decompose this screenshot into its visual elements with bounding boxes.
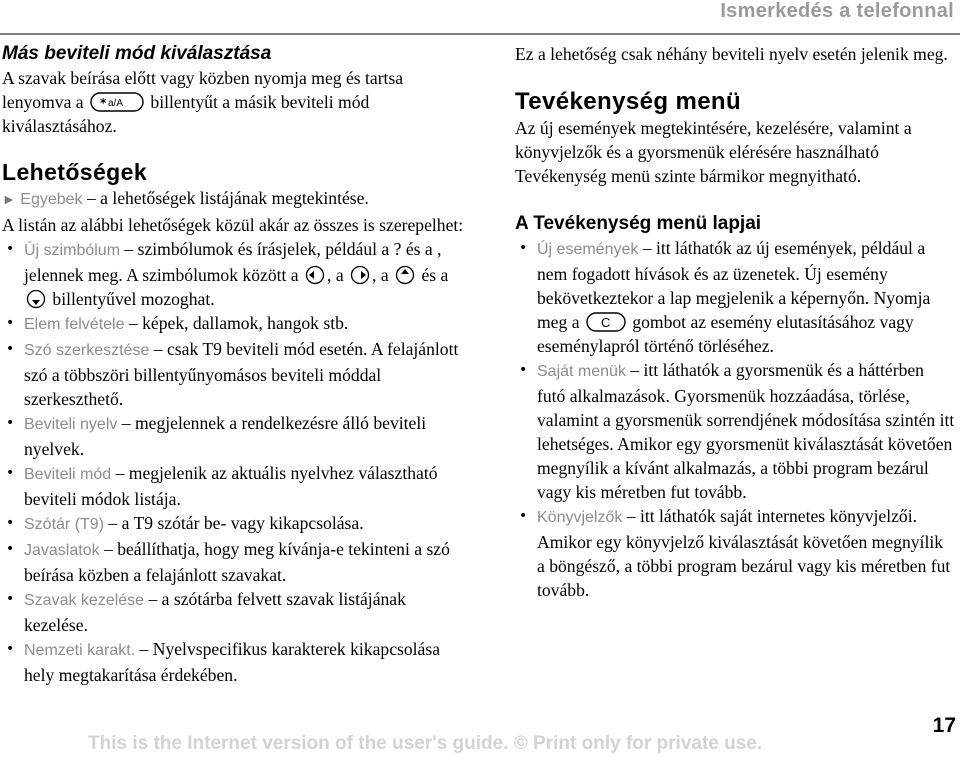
option-term: Szótár (T9) [24, 516, 105, 533]
list-item [2, 637, 472, 687]
key-label: a/A [108, 98, 124, 109]
tab-desc: – itt láthatók az új események, például a nem fogadott hívások és az üzenetek. Új esemény bekövetkeztekor a lap megjelenik a képernyőn. Nyomja meg a [537, 238, 931, 332]
list-item [2, 311, 472, 337]
option-term: Beviteli nyelv [24, 416, 118, 433]
tab-term: Könyvjelzők [537, 509, 623, 526]
option-term: Új szimbólum [24, 242, 121, 259]
page-number: 17 [932, 714, 956, 737]
page-header-title: Ismerkedés a telefonnal [720, 0, 954, 22]
option-desc: – megjelennek a rendelkezésre álló beviteli nyelvek. [24, 413, 427, 459]
section-heading-activity-menu: Tevékenység menü [515, 88, 742, 115]
option-desc: – képek, dallamok, hangok stb. [128, 313, 349, 333]
nav-up-icon [395, 265, 415, 285]
svg-text:*: * [100, 96, 107, 110]
section-heading-input-mode: Más beviteli mód kiválasztása [2, 43, 272, 64]
tab-desc: – itt láthatók saját internetes könyvjelzői. Amikor egy könyvjelző kiválasztását követően megnyílik a böngésző, a többi program bezárul vagy kis méretben fut tovább. [537, 506, 951, 600]
option-desc: – beállíthatja, hogy meg kívánja-e tekinteni a szó beírása közben a felajánlott szavakat. [24, 539, 450, 585]
list-item [2, 587, 472, 637]
list-item [2, 337, 472, 411]
input-mode-text-2: billentyűt a másik beviteli mód kiválasztásához. [2, 92, 370, 136]
nav-left-icon [305, 265, 325, 285]
option-desc: – csak T9 beviteli mód esetén. A felajánlott szó a többszöri billentyűnyomásos beviteli móddal szerkeszthető. [24, 339, 459, 409]
tab-desc: – itt láthatók a gyorsmenük és a háttérben futó alkalmazások. Gyorsmenük hozzáadása, törlése, valamint a gyorsmenük sorrendjének módosítása szintén itt lehetséges. Amikor egy gyorsmenüt kiválasztását követően megnyílik a kívánt alkalmazás, a többi program bezárul vagy kis méretben fut tovább. [537, 360, 955, 502]
list-item [515, 358, 955, 504]
star-aA-key-icon [90, 92, 144, 112]
arrow-right-icon: ► [2, 193, 16, 208]
menu-item-other-desc: – a lehetőségek listájának megtekintése. [86, 188, 369, 208]
option-desc: – a T9 szótár be- vagy kikapcsolása. [108, 513, 364, 533]
option-term: Szavak kezelése [24, 592, 145, 609]
menu-item-other: Egyebek [20, 191, 83, 208]
list-item [2, 237, 472, 311]
option-term: Beviteli mód [24, 466, 112, 483]
option-term: Elem felvétele [24, 316, 125, 333]
section-heading-options: Lehetőségek [2, 159, 148, 185]
tab-term: Saját menük [537, 363, 626, 380]
right-intro: Ez a lehetőség csak néhány beviteli nyelv esetén jelenik meg. [515, 44, 948, 64]
header-rule [0, 33, 960, 35]
list-item [515, 236, 955, 358]
clear-key-icon [586, 312, 626, 332]
list-item [2, 461, 472, 511]
list-item [2, 537, 472, 587]
tab-term: Új események [537, 241, 639, 258]
footer-notice: This is the Internet version of the user's guide. © Print only for private use. [88, 733, 763, 754]
nav-right-icon [350, 265, 370, 285]
options-intro: A listán az alábbi lehetőségek közül akár az összes is szerepelhet: [2, 215, 464, 235]
section-heading-activity-tabs: A Tevékenység menü lapjai [515, 213, 762, 234]
nav-down-icon [26, 289, 46, 309]
left-column [2, 42, 472, 687]
input-mode-paragraph [2, 66, 472, 138]
options-list [2, 237, 472, 687]
option-desc: – Nyelvspecifikus karakterek kikapcsolása hely megtakarítása érdekében. [24, 639, 440, 685]
option-desc-extra: ? és a , jelennek meg. A szimbólumok között a [24, 239, 442, 285]
input-mode-text-1: A szavak beírása előtt vagy közben nyomja meg és tartsa lenyomva a [2, 68, 404, 112]
list-item [2, 411, 472, 461]
tab-desc-after: gombot az esemény elutasításához vagy eseménylapról történő törléséhez. [537, 312, 914, 356]
conj-es: és a [421, 265, 449, 285]
option-desc: – a szótárba felvett szavak listájának kezelése. [24, 589, 406, 635]
activity-tabs-list [515, 236, 955, 602]
conj-a: , a [327, 265, 344, 285]
conj-a2: , a [372, 265, 389, 285]
right-column [515, 42, 955, 602]
option-desc-tail: billentyűvel mozoghat. [52, 289, 215, 309]
option-term: Javaslatok [24, 542, 100, 559]
option-term: Szó szerkesztése [24, 342, 150, 359]
activity-menu-paragraph: Az új események megtekintésére, kezelésére, valamint a könyvjelzők és a gyorsmenük elérésére használható Tevékenység menü szinte bármikor megnyitható. [515, 118, 912, 186]
list-item [2, 511, 472, 537]
option-term: Nemzeti karakt. [24, 642, 136, 659]
option-desc: – szimbólumok és írásjelek, például a [124, 239, 390, 259]
key-label: C [600, 315, 611, 330]
list-item [515, 504, 955, 602]
option-desc: – megjelenik az aktuális nyelvhez választható beviteli módok listája. [24, 463, 438, 509]
options-menu-line [2, 186, 472, 213]
